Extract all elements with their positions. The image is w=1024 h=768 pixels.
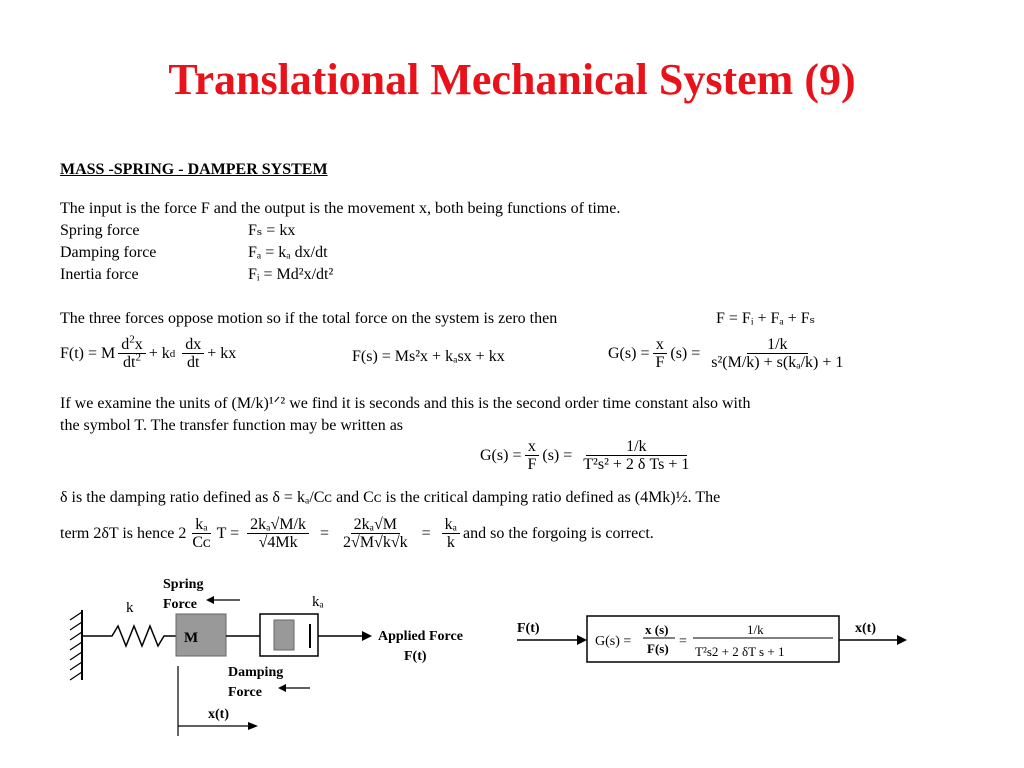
term-end: and so the forgoing is correct.	[463, 524, 654, 542]
dx-dt-fraction: $\frac{dx}{dt}$	[182, 336, 204, 371]
eq1-plus-kd: + k	[148, 344, 170, 362]
applied-force-label-2: F(t)	[404, 649, 427, 664]
eq1-plus-kx: + kx	[207, 344, 237, 362]
equation-transfer-1	[608, 336, 849, 371]
x-over-F-fraction-2: $\frac{x}{F}$	[524, 438, 539, 473]
block-num: 1/k	[747, 622, 764, 637]
damping-constant-label: kₐ	[312, 594, 324, 610]
spring-force-label-1: Spring	[163, 577, 204, 592]
mass-label: M	[184, 630, 199, 646]
term-equals-1: =	[320, 524, 330, 542]
spring-force-formula: Fₛ = kx	[248, 222, 296, 239]
intro-text: The input is the force F and the output is the movement x, both being functions of time.	[60, 200, 621, 217]
block-diagram	[515, 610, 915, 670]
block-gs: G(s) =	[595, 634, 632, 649]
damping-force-label-2: Force	[228, 685, 262, 700]
term-T: T =	[216, 524, 240, 542]
damping-force-label: Damping force	[60, 244, 157, 261]
block-eq: =	[679, 634, 687, 649]
kd-over-k-fraction: $\frac{\text{kₐ}}{k}$	[442, 516, 460, 551]
eq4-s: (s) =	[542, 446, 573, 464]
spring-constant-label: k	[126, 600, 134, 616]
spring-force-label-2: Force	[163, 597, 197, 612]
term-fraction-2: $\frac{\text{2kₐ√M}}{2√M√k√k}$	[343, 516, 408, 551]
wall-hatching	[70, 612, 82, 680]
term-derivation	[60, 516, 654, 551]
equation-transfer-2	[480, 438, 695, 473]
eq2-text: F(s) = Ms²x + kₐsx + kx	[352, 348, 505, 365]
damper-piston	[274, 620, 294, 650]
damping-force-formula: Fₐ = kₐ dx/dt	[248, 244, 328, 261]
block-den: T²s2 + 2 δT s + 1	[695, 644, 785, 659]
eq4-lhs: G(s) =	[480, 446, 522, 464]
inertia-force-formula: Fᵢ = Md²x/dt²	[248, 266, 334, 283]
term-equals-2: =	[421, 524, 431, 542]
block-Fs: F(s)	[647, 641, 669, 656]
position-label: x(t)	[208, 707, 229, 722]
units-line-2: the symbol T. The transfer function may be written as	[60, 417, 404, 434]
mass-spring-damper-diagram	[60, 570, 520, 750]
spring	[82, 626, 176, 646]
units-line-1: If we examine the units of (M/k)¹ᐟ² we find it is seconds and this is the second order time constant also with	[60, 395, 751, 412]
d2x-dt2-fraction: $\frac{d^2x}{dt^2}$	[118, 336, 146, 371]
equation-laplace	[352, 348, 505, 366]
eq1-lhs: F(t) = M	[60, 344, 116, 362]
equation-time-domain: F(t) = M $\frac{d^2x}{dt^2}$ + k d $\frac{dx}{dt}$ + kx	[60, 333, 237, 371]
spring-force-label: Spring force	[60, 222, 140, 239]
section-heading: MASS -SPRING - DAMPER SYSTEM	[60, 161, 328, 178]
oppose-text: The three forces oppose motion so if the total force on the system is zero then	[60, 310, 558, 327]
block-xs: x (s)	[645, 622, 669, 637]
applied-force-label-1: Applied Force	[378, 629, 463, 644]
term-text: term 2δT is hence 2	[60, 524, 187, 542]
page-title: Translational Mechanical System (9)	[168, 55, 856, 104]
kd-over-Cc-fraction: $\frac{\text{kₐ}}{\text{Cᴄ}}$	[192, 516, 211, 551]
damping-force-label-1: Damping	[228, 665, 284, 680]
inertia-force-label: Inertia force	[60, 266, 139, 283]
transfer-fraction-1: $\frac{1/k}{\text{s²(M/k) + s(kₐ/k) + 1}}$	[711, 336, 844, 371]
damping-ratio-text: δ is the damping ratio defined as δ = kₐ/Cᴄ and Cᴄ is the critical damping ratio defined as (4Mk)½. The	[60, 489, 721, 506]
eq3-lhs: G(s) =	[608, 344, 650, 362]
total-force-formula: F = Fᵢ + Fₐ + Fₛ	[716, 310, 816, 327]
term-fraction-1: $\frac{\text{2kₐ√M/k}}{√4Mk}$	[247, 516, 309, 551]
eq3-s: (s) =	[670, 344, 701, 362]
block-output-label: x(t)	[855, 621, 876, 636]
x-over-F-fraction: $\frac{x}{F}$	[652, 336, 667, 371]
block-input-label: F(t)	[517, 621, 540, 636]
transfer-fraction-2: $\frac{1/k}{\text{T²s² + 2 δ Ts + 1}}$	[583, 438, 690, 473]
